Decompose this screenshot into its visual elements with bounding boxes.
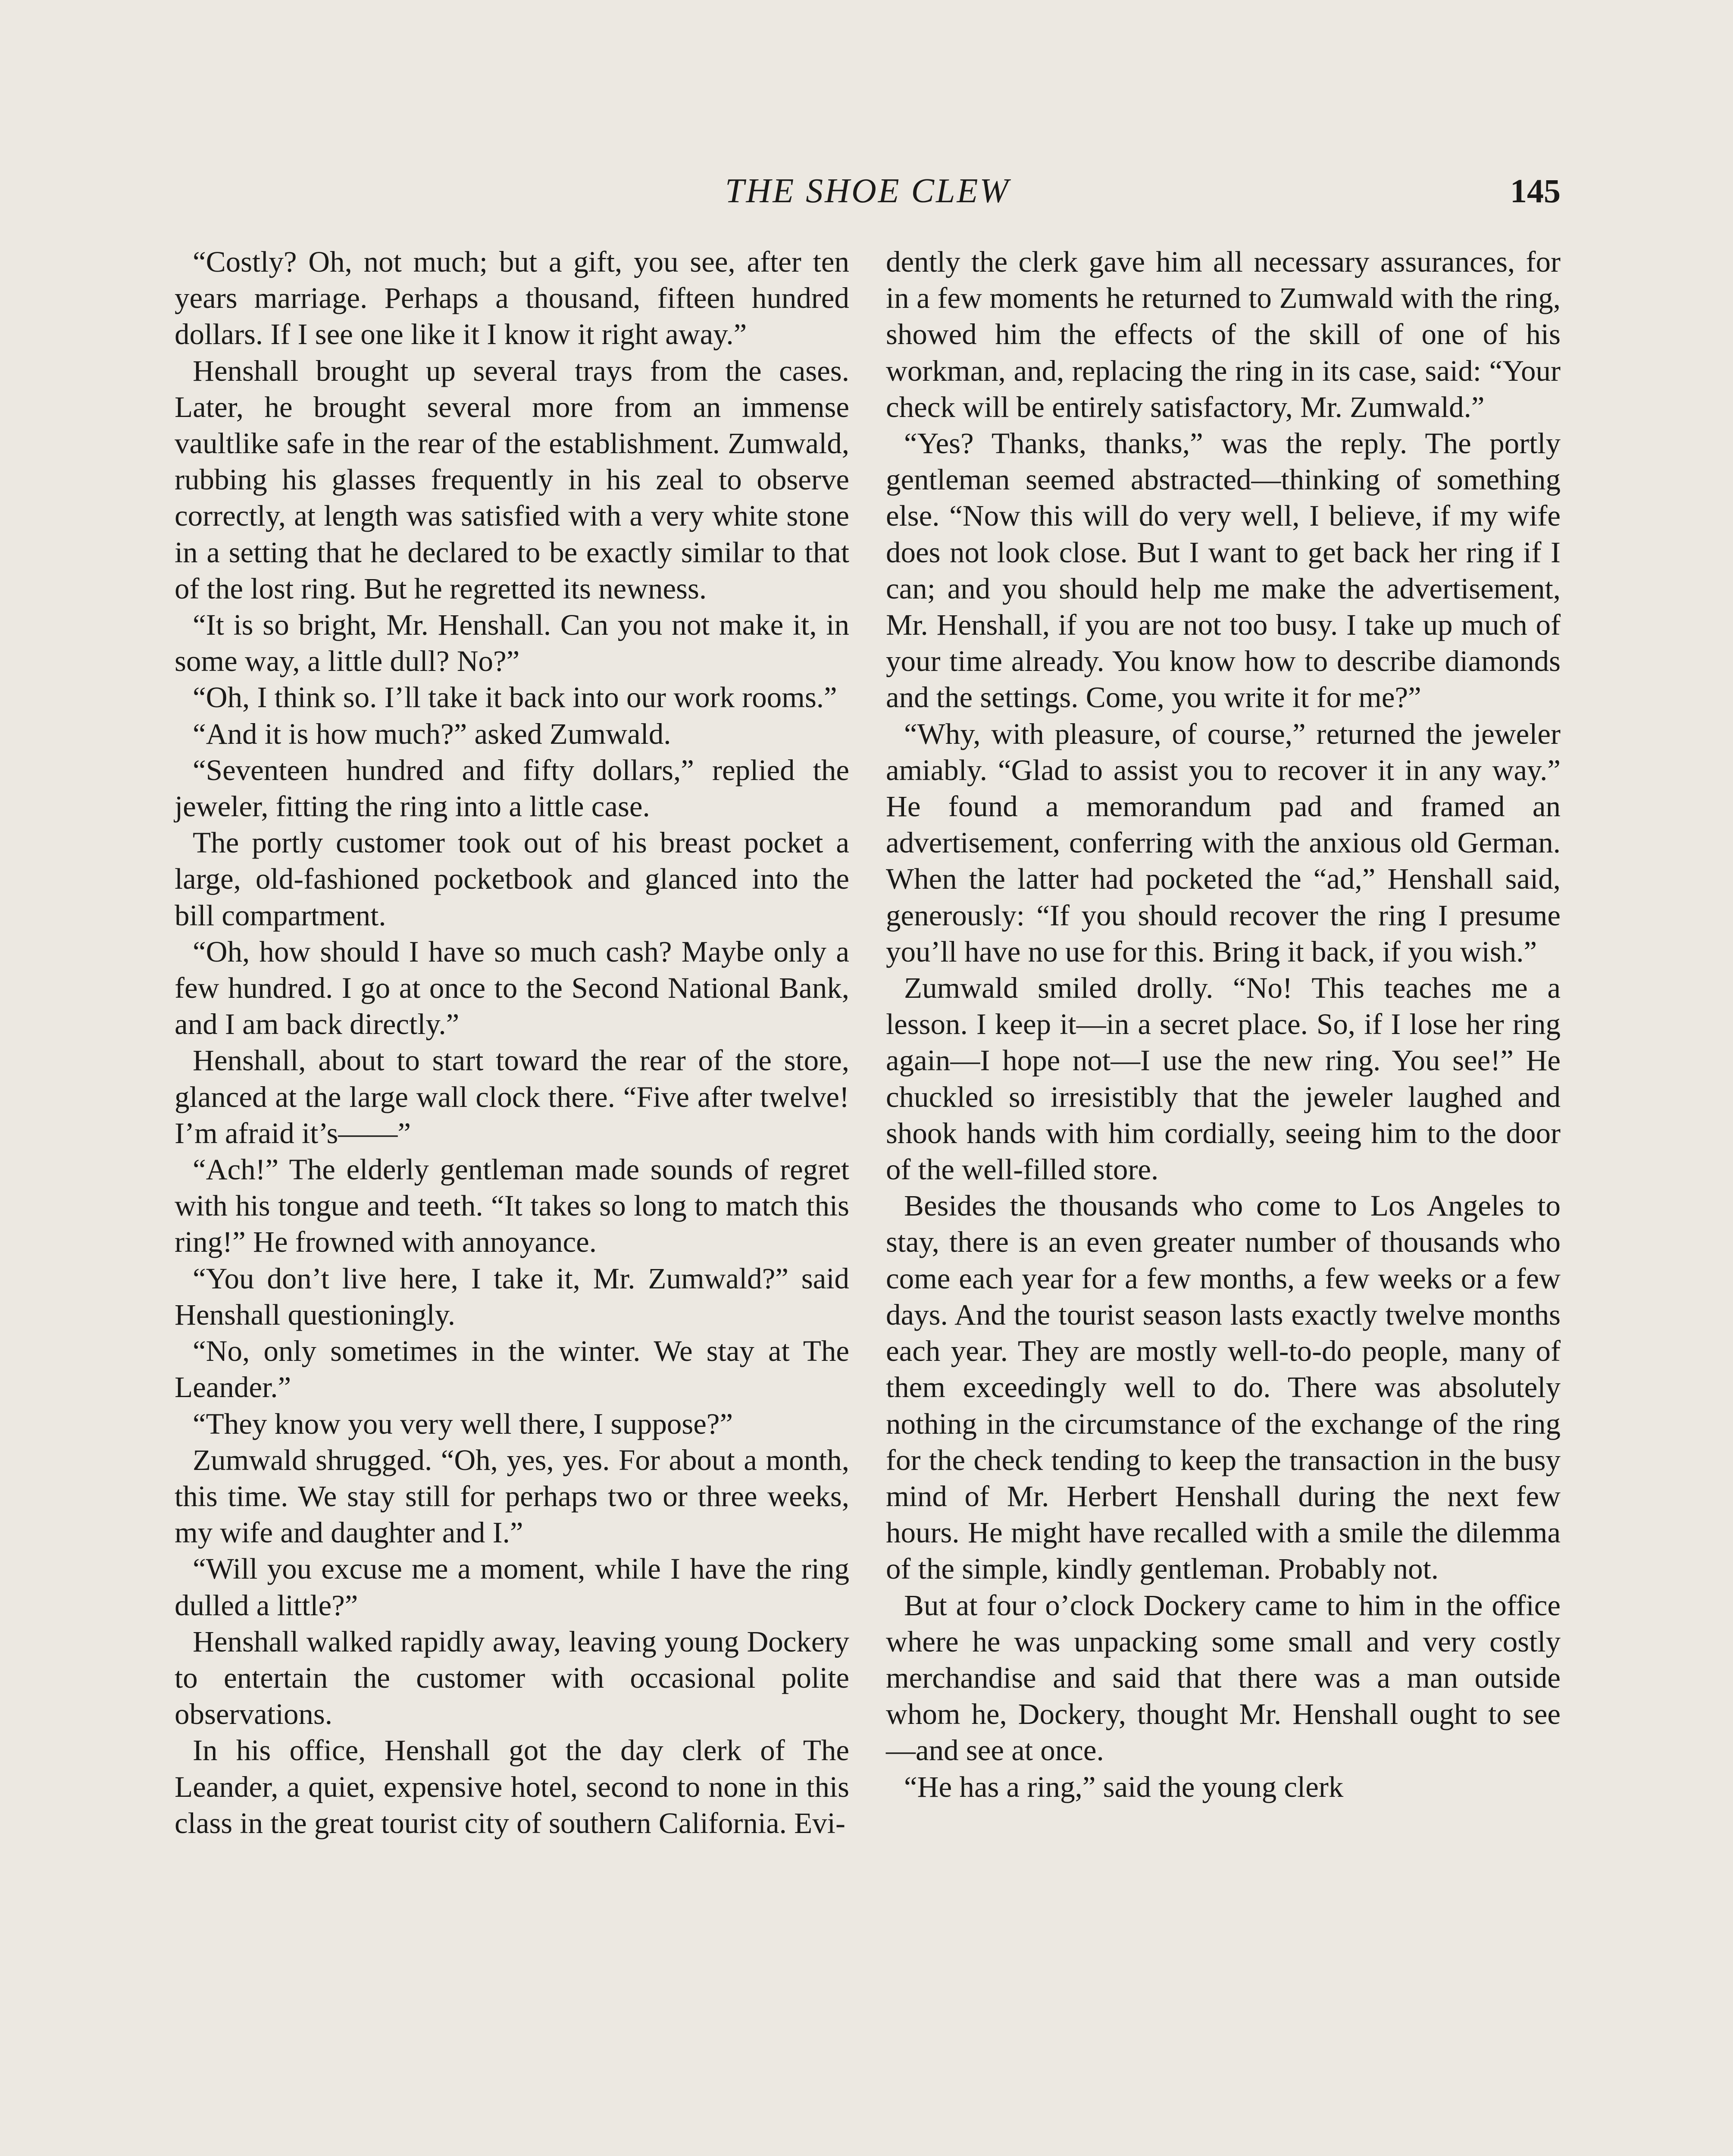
paragraph: “Costly? Oh, not much; but a gift, you see, after ten years marriage. Perhaps a thousand, fifteen hundred dollars. If I see one like it I know it right away.” [175,245,849,351]
paragraph: Henshall walked rapidly away, leaving young Dockery to entertain the customer with occasional polite observations. [175,1625,849,1731]
paragraph: “And it is how much?” asked Zumwald. [193,717,671,750]
paragraph: “Ach!” The elderly gentleman made sounds of regret with his tongue and teeth. “It takes so long to match this ring!” He frowned with annoyance. [175,1153,849,1259]
paragraph: “Oh, I think so. I’ll take it back into our work rooms.” [193,681,837,714]
paragraph: Besides the thousands who come to Los Angeles to stay, there is an even greater number of thousands who come each year for a few months, a few weeks or a few days. And the tourist season lasts exactly twelve months each year. They are mostly well-to-do people, many of them exceedingly well to do. There was absolutely nothing in the circumstance of the exchange of the ring for the check tending to keep the transaction in the busy mind of Mr. Herbert Henshall during the next few hours. He might have recalled with a smile the dilemma of the simple, kindly gentleman. Probably not. [886,1189,1561,1586]
running-title: THE SHOE CLEW [725,172,1010,210]
paragraph: Zumwald shrugged. “Oh, yes, yes. For about a month, this time. We stay still for perhaps two or three weeks, my wife and daughter and I.” [175,1443,849,1549]
paragraph: dently the clerk gave him all necessary assurances, for in a few moments he returned to Zumwald with the ring, showed him the effects of the skill of one of his workman, and, replacing the ring in its case, said: “Your check will be entirely satisfactory, Mr. Zumwald.” [886,245,1561,423]
paragraph: The portly customer took out of his breast pocket a large, old-fashioned pocketbook and glanced into the bill compartment. [175,826,849,932]
paragraph: But at four o’clock Dockery came to him in the office where he was unpacking some small and very costly merchandise and said that there was a man outside whom he, Dockery, thought Mr. Henshall ought to see—and see at once. [886,1589,1561,1767]
paragraph: “Why, with pleasure, of course,” returned the jeweler amiably. “Glad to assist you to recover it in any way.” He found a memorandum pad and framed an advertisement, conferring with the anxious old German. When the latter had pocketed the “ad,” Henshall said, generously: “If you should recover the ring I presume you’ll have no use for this. Bring it back, if you wish.” [886,717,1561,968]
paragraph: “It is so bright, Mr. Henshall. Can you not make it, in some way, a little dull? No?” [175,608,849,678]
paragraph: In his office, Henshall got the day clerk of The Leander, a quiet, expensive hotel, second to none in this class in the great tourist city of southern California. Evi- [175,1734,849,1839]
paragraph: “You don’t live here, I take it, Mr. Zumwald?” said Henshall questioningly. [175,1262,849,1331]
paragraph: “Seventeen hundred and fifty dollars,” replied the jeweler, fitting the ring into a little case. [175,753,849,823]
paragraph: “Will you excuse me a moment, while I have the ring dulled a little?” [175,1552,849,1622]
paragraph: “He has a ring,” said the young clerk [904,1770,1344,1803]
page-header [175,167,1561,215]
paragraph: “No, only sometimes in the winter. We stay at The Leander.” [175,1335,849,1404]
left-column [175,244,849,1841]
right-column [886,244,1561,1805]
paragraph: Henshall brought up several trays from the cases. Later, he brought several more from an immense vaultlike safe in the rear of the establishment. Zumwald, rubbing his glasses frequently in his zeal to observe correctly, at length was satisfied with a very white stone in a setting that he declared to be exactly similar to that of the lost ring. But he regretted its newness. [175,354,849,605]
paragraph: “Yes? Thanks, thanks,” was the reply. The portly gentleman seemed abstracted—thinking of something else. “Now this will do very well, I believe, if my wife does not look close. But I want to get back her ring if I can; and you should help me make the advertisement, Mr. Henshall, if you are not too busy. I take up much of your time already. You know how to describe diamonds and the settings. Come, you write it for me?” [886,427,1561,714]
paragraph: Henshall, about to start toward the rear of the store, glanced at the large wall clock there. “Five after twelve! I’m afraid it’s——” [175,1044,849,1150]
paragraph: “Oh, how should I have so much cash? Maybe only a few hundred. I go at once to the Second National Bank, and I am back directly.” [175,935,849,1041]
paragraph: Zumwald smiled drolly. “No! This teaches me a lesson. I keep it—in a secret place. So, if I lose her ring again—I hope not—I use the new ring. You see!” He chuckled so irresistibly that the jeweler laughed and shook hands with him cordially, seeing him to the door of the well-filled store. [886,971,1561,1186]
page-number: 145 [1510,172,1561,210]
paragraph: “They know you very well there, I suppose?” [193,1407,733,1440]
